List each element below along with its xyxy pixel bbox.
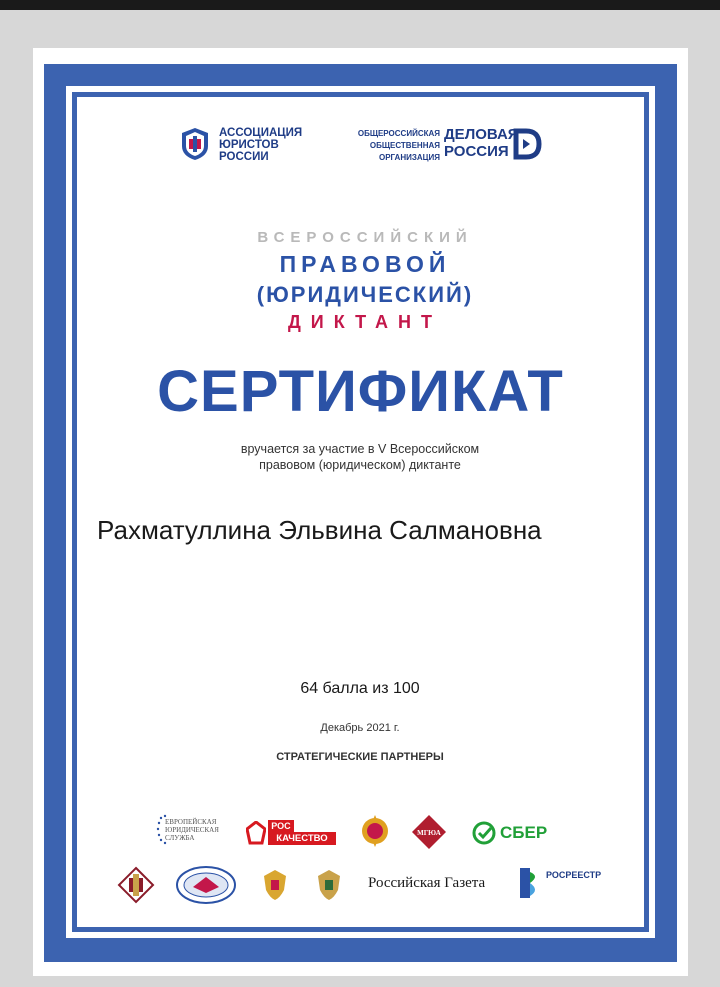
certificate-content (77, 97, 644, 927)
dr-small-line1: ОБЩЕРОССИЙСКАЯ (357, 129, 440, 138)
rosreestr-logo (518, 866, 618, 902)
alr-line2: ЮРИСТОВ (219, 139, 279, 151)
recipient-name: Рахматуллина Эльвина Салмановна (97, 515, 542, 545)
certificate-heading: СЕРТИФИКАТ (157, 359, 564, 424)
mgua-label: МГЮА (417, 829, 441, 837)
eu-line3: СЛУЖБА (165, 834, 195, 842)
rosreestr-label: РОСРЕЕСТР (546, 870, 602, 880)
rosreestr-icon (518, 866, 542, 900)
eagle-emblem-icon (260, 866, 290, 904)
dr-small-line2: ОБЩЕСТВЕННАЯ (369, 141, 440, 150)
awarded-text (120, 441, 600, 473)
ros-label: РОС (268, 820, 294, 832)
dr-big-line2: РОССИЯ (444, 143, 509, 160)
dr-d-icon (512, 127, 542, 161)
title-line-2: ПРАВОВОЙ (279, 251, 451, 277)
kach-label: КАЧЕСТВО (268, 832, 336, 845)
mgua-logo-icon (410, 813, 448, 851)
title-line-4: ДИКТАНТ (287, 312, 443, 332)
delovaya-rossiya-logo (350, 124, 550, 168)
roskachestvo-pentagon-icon (246, 821, 266, 845)
dr-big-line1: ДЕЛОВАЯ (444, 126, 519, 143)
issue-date: Декабрь 2021 г. (320, 722, 400, 734)
title-line-3: (ЮРИДИЧЕСКИЙ) (256, 282, 474, 307)
dr-small-line3: ОРГАНИЗАЦИЯ (378, 153, 440, 162)
alr-line1: АССОЦИАЦИЯ (219, 127, 303, 139)
eagle-emblem-icon-2 (314, 866, 344, 904)
alr-emblem-icon (177, 126, 213, 162)
sber-logo (472, 820, 568, 846)
awarded-line-2: правовом (юридическом) диктанте (259, 458, 461, 472)
mchs-emblem-icon (360, 812, 390, 850)
association-lawyers-logo (177, 124, 317, 168)
title-line-1: ВСЕРОССИЙСКИЙ (257, 229, 473, 246)
eu-legal-service-logo (155, 812, 235, 848)
sber-check-icon (472, 821, 496, 845)
partners-heading: СТРАТЕГИЧЕСКИЕ ПАРТНЕРЫ (276, 751, 444, 763)
top-bar (0, 0, 720, 10)
awarded-line-1: вручается за участие в V Всероссийском (240, 442, 480, 456)
eu-line1: ЕВРОПЕЙСКАЯ (165, 818, 217, 826)
roskachestvo-logo (246, 820, 338, 846)
alr-line3: РОССИИ (219, 151, 269, 163)
mua-emblem-icon (117, 866, 155, 904)
eu-line2: ЮРИДИЧЕСКАЯ (165, 826, 219, 834)
rossiyskaya-gazeta-logo: Российская Газета (368, 875, 486, 891)
sber-label: СБЕР (500, 823, 548, 842)
oval-emblem-icon (175, 865, 237, 905)
score-text: 64 балла из 100 (300, 680, 420, 697)
